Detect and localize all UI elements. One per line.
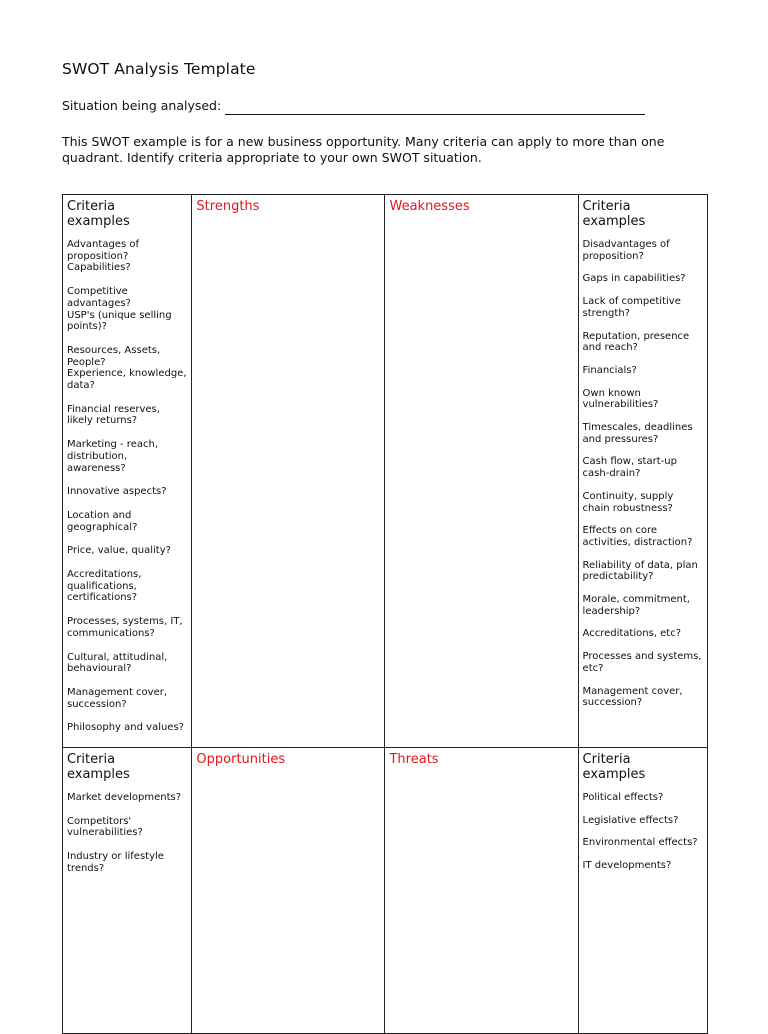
- quadrant-heading-weaknesses: Weaknesses: [389, 199, 470, 214]
- criteria-heading: Criteria examples: [582, 199, 646, 229]
- criteria-item: Morale, commitment, leadership?: [582, 594, 690, 617]
- criteria-item: Price, value, quality?: [67, 545, 171, 557]
- criteria-item: Legislative effects?: [582, 814, 679, 826]
- quadrant-opportunities[interactable]: [192, 748, 385, 1034]
- criteria-cell-strengths: [63, 195, 192, 748]
- document-title: SWOT Analysis Template: [62, 60, 256, 78]
- quadrant-heading-opportunities: Opportunities: [196, 752, 286, 767]
- criteria-item: Lack of competitive strength?: [582, 296, 681, 319]
- swot-row-external: [63, 748, 708, 1034]
- criteria-item: Philosophy and values?: [67, 722, 184, 734]
- situation-blank-line[interactable]: [225, 99, 645, 115]
- criteria-item: IT developments?: [582, 860, 672, 872]
- criteria-item: Financials?: [582, 364, 637, 376]
- criteria-item: Competitors' vulnerabilities?: [67, 815, 143, 839]
- criteria-item: Industry or lifestyle trends?: [67, 851, 164, 874]
- criteria-item: Reliability of data, plan predictability?: [582, 559, 698, 583]
- criteria-item: Cultural, attitudinal, behavioural?: [67, 651, 168, 675]
- criteria-heading: Criteria examples: [67, 752, 130, 782]
- criteria-heading: Criteria examples: [67, 199, 130, 229]
- criteria-item: Competitive advantages? USP's (unique selling points)?: [67, 286, 172, 333]
- criteria-item: Accreditations, qualifications, certifications?: [67, 569, 142, 604]
- criteria-item: Reputation, presence and reach?: [582, 330, 690, 354]
- criteria-item: Environmental effects?: [582, 837, 698, 849]
- criteria-item: Financial reserves, likely returns?: [67, 403, 160, 427]
- criteria-item: Market developments?: [67, 792, 182, 803]
- criteria-item: Accreditations, etc?: [582, 628, 682, 640]
- criteria-item: Cash flow, start-up cash-drain?: [582, 456, 677, 480]
- criteria-item: Timescales, deadlines and pressures?: [582, 422, 693, 445]
- intro-paragraph: This SWOT example is for a new business opportunity. Many criteria can apply to more than one quadrant. Identify criteria appropriate to your own SWOT situation.: [62, 134, 665, 165]
- criteria-list: [67, 239, 187, 734]
- criteria-item: Gaps in capabilities?: [582, 273, 686, 285]
- criteria-item: Management cover, succession?: [582, 685, 683, 709]
- criteria-item: Marketing - reach, distribution, awareness?: [67, 439, 158, 474]
- criteria-item: Own known vulnerabilities?: [582, 387, 659, 411]
- swot-grid: [62, 194, 708, 1034]
- criteria-list: [67, 792, 187, 875]
- criteria-item: Processes, systems, IT, communications?: [67, 616, 183, 639]
- criteria-item: Management cover, succession?: [67, 686, 168, 710]
- criteria-cell-opportunities: [63, 748, 192, 1034]
- criteria-cell-threats: [578, 748, 707, 1034]
- criteria-item: Continuity, supply chain robustness?: [582, 490, 674, 514]
- criteria-item: Advantages of proposition? Capabilities?: [67, 239, 139, 274]
- quadrant-threats[interactable]: [385, 748, 578, 1034]
- criteria-item: Location and geographical?: [67, 509, 138, 533]
- criteria-item: Processes and systems, etc?: [582, 651, 702, 674]
- criteria-heading: Criteria examples: [582, 752, 646, 782]
- criteria-item: Effects on core activities, distraction?: [582, 525, 693, 548]
- criteria-item: Resources, Assets, People? Experience, knowledge, data?: [67, 344, 187, 392]
- criteria-item: Disadvantages of proposition?: [582, 239, 670, 262]
- criteria-item: Political effects?: [582, 792, 664, 803]
- criteria-list: [583, 792, 703, 872]
- criteria-cell-weaknesses: [578, 195, 707, 748]
- quadrant-heading-strengths: Strengths: [196, 199, 260, 214]
- quadrant-weaknesses[interactable]: [385, 195, 578, 748]
- criteria-item: Innovative aspects?: [67, 486, 167, 498]
- quadrant-strengths[interactable]: [192, 195, 385, 748]
- situation-line: [62, 98, 645, 114]
- criteria-list: [583, 239, 703, 709]
- swot-row-internal: [63, 195, 708, 748]
- quadrant-heading-threats: Threats: [389, 752, 439, 767]
- situation-label: Situation being analysed:: [62, 98, 222, 113]
